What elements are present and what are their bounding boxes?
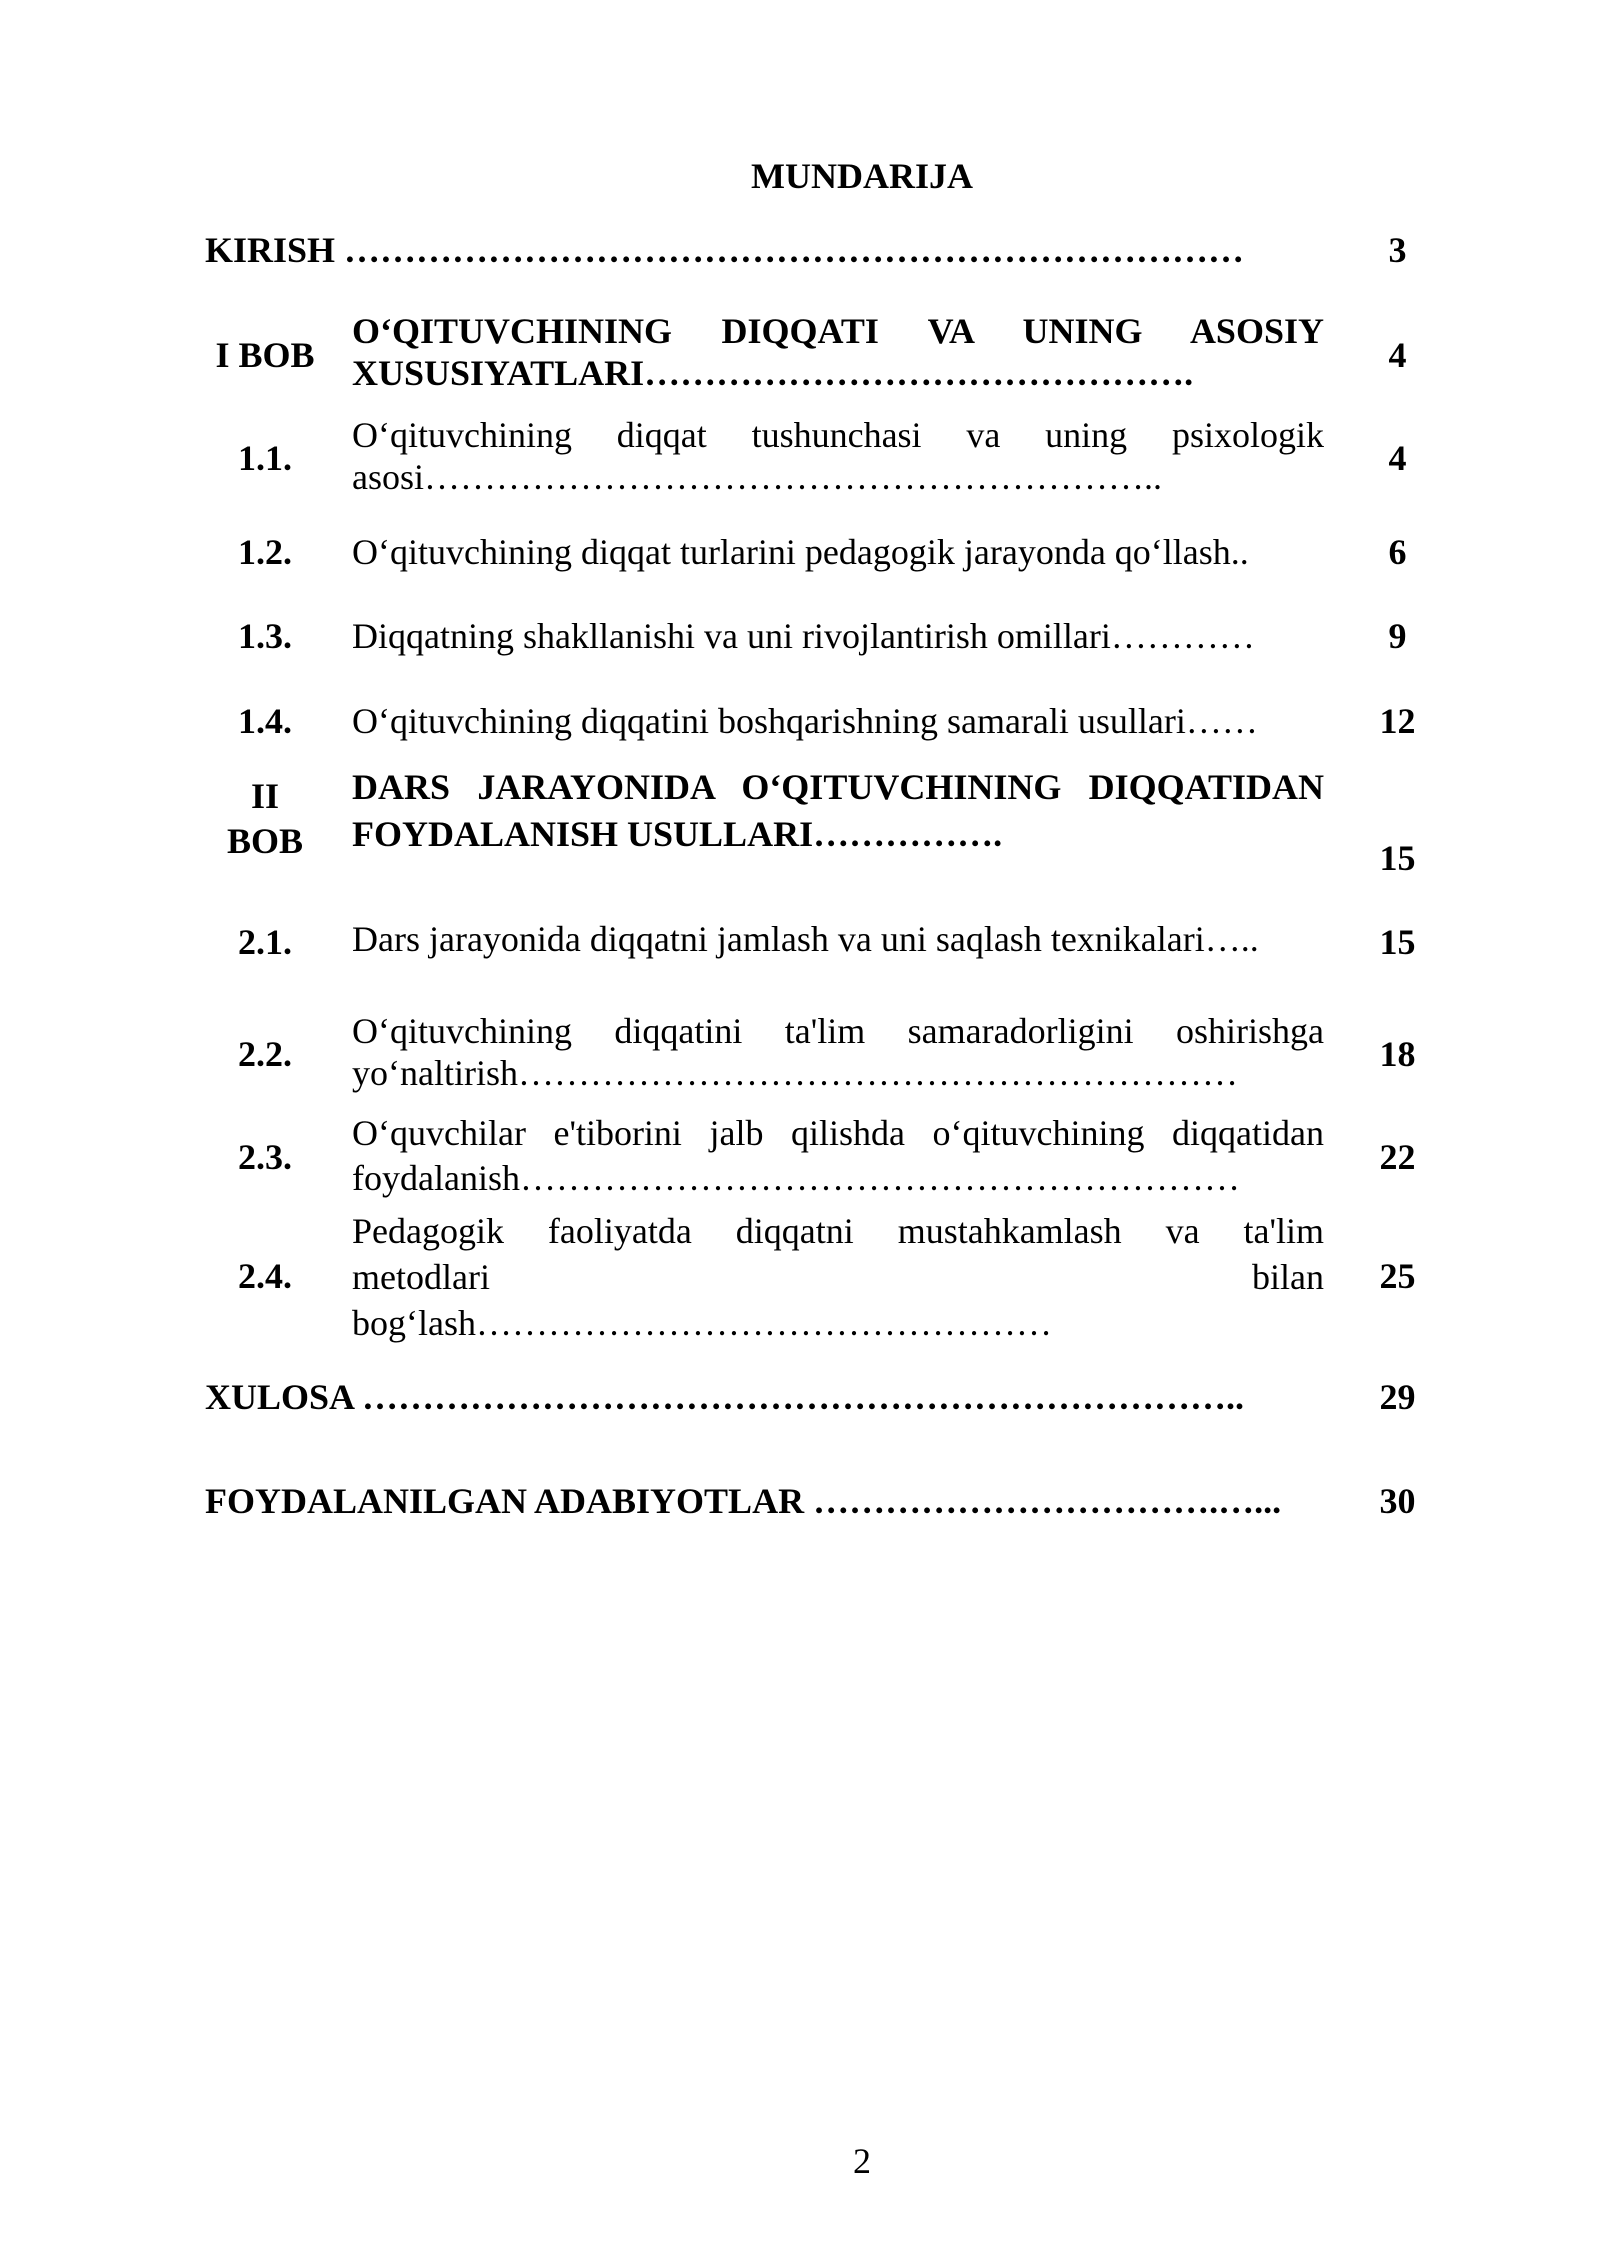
toc-page-number: 18 (1379, 1034, 1416, 1074)
toc-entry-text-line: bog‘lash………………………………………… (352, 1303, 1052, 1343)
page-number: 2 (853, 2141, 871, 2181)
toc-entry-text: Dars jarayonida diqqatni jamlash va uni saqlash texnikalari….. (352, 919, 1259, 959)
toc-page-number: 4 (1388, 438, 1407, 478)
toc-page-number: 9 (1388, 616, 1407, 656)
toc-entry-text (352, 1208, 1324, 1346)
toc-entry-text-line: metodlari bilan (352, 1257, 1324, 1297)
toc-entry-text: DARS JARAYONIDA O‘QITUVCHINING DIQQATIDAN FOYDALANISH USULLARI……………. (352, 767, 1324, 854)
toc-page-number: 15 (1379, 922, 1416, 962)
toc-entry-text: O‘qituvchining diqqatini boshqarishning samarali usullari…… (352, 701, 1258, 741)
toc-entry-text: KIRISH ………………………………………………………………… (205, 230, 1245, 270)
toc-entry-number: 2.4. (238, 1256, 292, 1296)
toc-page-number: 12 (1379, 701, 1416, 741)
toc-entry-number: 1.3. (238, 616, 292, 656)
toc-entry-number (205, 774, 325, 864)
toc-page-number: 30 (1379, 1481, 1416, 1521)
toc-entry-text-line: Pedagogik faoliyatda diqqatni mustahkamlash va ta'lim (352, 1211, 1324, 1251)
toc-page-number: 29 (1379, 1377, 1416, 1417)
toc-entry-text: O‘quvchilar e'tiborini jalb qilishda o‘qituvchining diqqatidan foydalanish…………………………………………………… (352, 1113, 1324, 1198)
toc-entry-number: 1.4. (238, 701, 292, 741)
page-title: MUNDARIJA (751, 156, 973, 196)
toc-page-number: 25 (1379, 1256, 1416, 1296)
toc-entry-number-line: BOB (226, 821, 304, 861)
toc-entry-text: FOYDALANILGAN ADABIYOTLAR …………………………….…... (205, 1481, 1282, 1521)
toc-entry-number: 2.2. (238, 1034, 292, 1074)
toc-entry-text: O‘qituvchining diqqat turlarini pedagogik jarayonda qo‘llash.. (352, 532, 1249, 572)
toc-entry-text: O‘QITUVCHINING DIQQATI VA UNING ASOSIY XUSUSIYATLARI………………………………………. (352, 311, 1324, 393)
toc-entry-text: O‘qituvchining diqqatini ta'lim samaradorligini oshirishga yo‘naltirish…………………………………………………… (352, 1011, 1324, 1093)
toc-page-number: 3 (1388, 230, 1407, 270)
toc-page-number: 6 (1388, 532, 1407, 572)
toc-entry-number: 1.1. (238, 438, 292, 478)
toc-page-number: 15 (1379, 838, 1416, 878)
toc-entry-number-line: II (250, 776, 280, 816)
toc-entry-number: 1.2. (238, 532, 292, 572)
toc-entry-number: I BOB (215, 335, 315, 375)
toc-entry-number: 2.1. (238, 922, 292, 962)
toc-entry-number: 2.3. (238, 1137, 292, 1177)
toc-entry-text: Diqqatning shakllanishi va uni rivojlantirish omillari………… (352, 616, 1255, 656)
toc-page-number: 22 (1379, 1137, 1416, 1177)
toc-entry-text: XULOSA ……………………………………………………………….. (205, 1377, 1245, 1417)
toc-entry-text: O‘qituvchining diqqat tushunchasi va uning psixologik asosi…………………………………………………….. (352, 415, 1324, 497)
toc-page-number: 4 (1388, 335, 1407, 375)
